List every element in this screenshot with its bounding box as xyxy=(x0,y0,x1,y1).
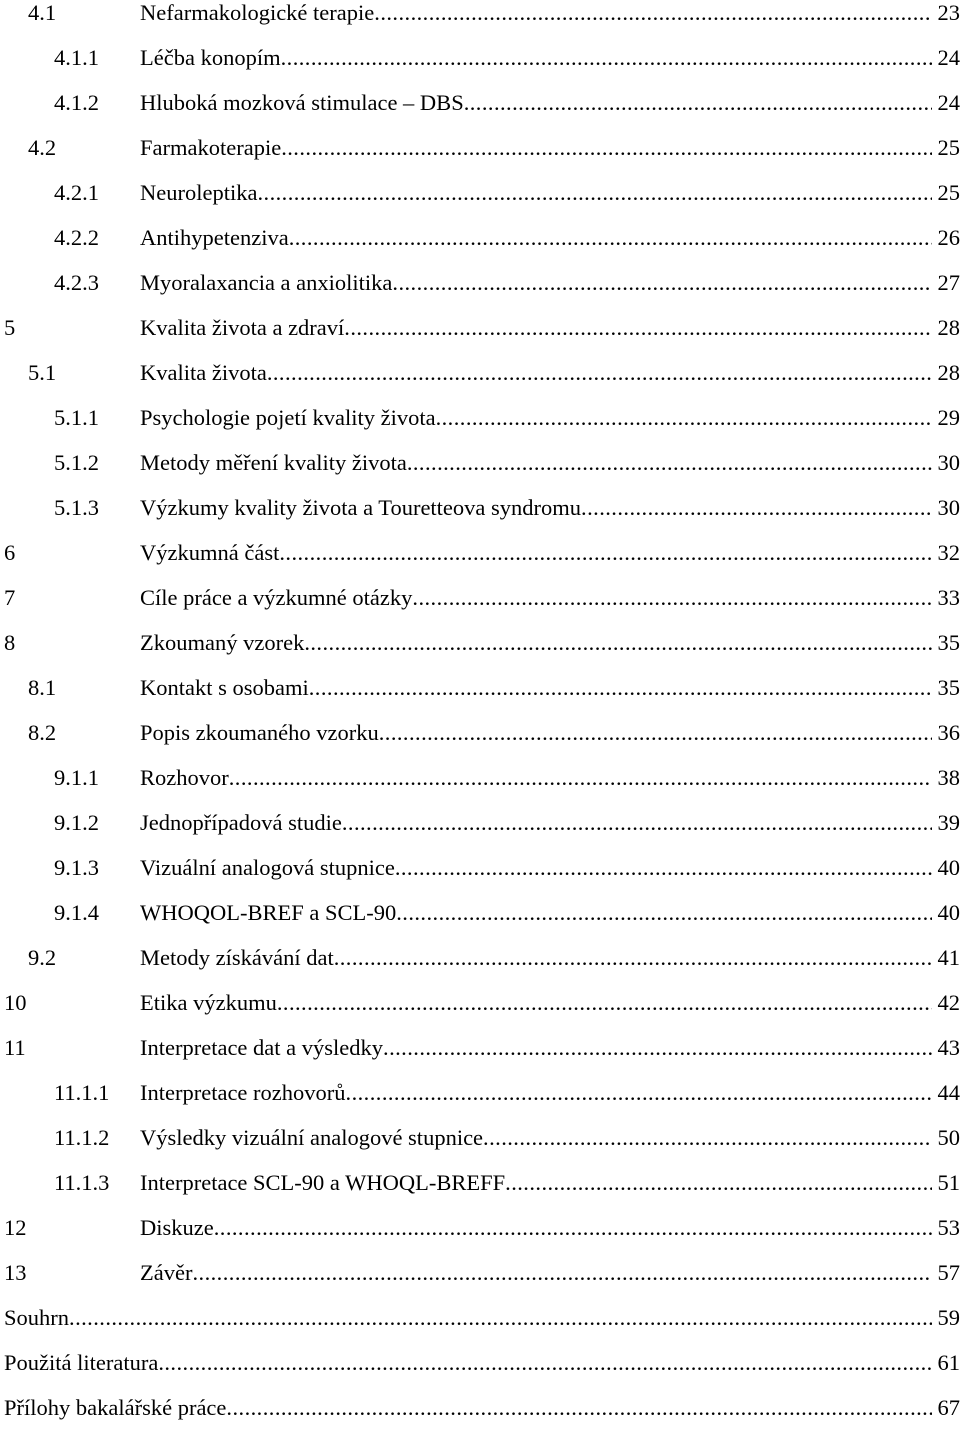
toc-entry-line xyxy=(140,360,960,386)
toc-entry-title: Kvalita života xyxy=(140,360,267,386)
toc-entry-number: 8 xyxy=(4,630,15,656)
toc-entry-line xyxy=(140,1260,960,1286)
toc-dot-leader xyxy=(342,810,932,836)
toc-entry-line xyxy=(4,1305,960,1331)
toc-entry-line xyxy=(4,1395,960,1421)
toc-entry-page: 24 xyxy=(932,45,960,71)
toc-entry-line xyxy=(140,135,960,161)
toc-entry-line xyxy=(140,585,960,611)
toc-dot-leader xyxy=(412,585,931,611)
toc-entry-line xyxy=(140,1125,960,1151)
toc-entry[interactable] xyxy=(0,495,960,540)
toc-entry[interactable] xyxy=(0,1350,960,1395)
toc-entry-title: Výzkumy kvality života a Touretteova syndromu xyxy=(140,495,581,521)
toc-entry-title: Farmakoterapie xyxy=(140,135,281,161)
toc-entry-page: 41 xyxy=(932,945,960,971)
toc-entry-page: 59 xyxy=(932,1305,960,1331)
toc-entry-page: 30 xyxy=(932,450,960,476)
toc-entry-page: 28 xyxy=(932,315,960,341)
toc-entry-title: Zkoumaný vzorek xyxy=(140,630,304,656)
toc-entry[interactable] xyxy=(0,675,960,720)
toc-entry-title: WHOQOL-BREF a SCL-90 xyxy=(140,900,396,926)
toc-entry-title: Použitá literatura xyxy=(4,1350,158,1376)
toc-entry-number: 6 xyxy=(4,540,15,566)
toc-entry-number: 5.1.2 xyxy=(54,450,99,476)
toc-entry-number: 8.2 xyxy=(28,720,56,746)
toc-entry[interactable] xyxy=(0,360,960,405)
toc-entry-page: 33 xyxy=(932,585,960,611)
toc-entry-number: 4.2.3 xyxy=(54,270,99,296)
toc-entry-number: 4.2 xyxy=(28,135,56,161)
toc-dot-leader xyxy=(346,1080,932,1106)
toc-entry-page: 28 xyxy=(932,360,960,386)
toc-entry-line xyxy=(140,900,960,926)
toc-entry-title: Léčba konopím xyxy=(140,45,281,71)
toc-entry-number: 9.2 xyxy=(28,945,56,971)
toc-dot-leader xyxy=(69,1305,931,1331)
toc-entry[interactable] xyxy=(0,270,960,315)
toc-entry-line xyxy=(4,1350,960,1376)
toc-dot-leader xyxy=(374,0,931,26)
toc-entry-number: 8.1 xyxy=(28,675,56,701)
toc-entry-title: Antihypetenziva xyxy=(140,225,289,251)
toc-dot-leader xyxy=(267,360,932,386)
toc-dot-leader xyxy=(581,495,931,521)
toc-dot-leader xyxy=(214,1215,932,1241)
toc-entry[interactable] xyxy=(0,1170,960,1215)
toc-entry[interactable] xyxy=(0,990,960,1035)
toc-entry-page: 44 xyxy=(932,1080,960,1106)
toc-dot-leader xyxy=(334,945,932,971)
toc-entry-page: 53 xyxy=(932,1215,960,1241)
toc-entry-title: Přílohy bakalářské práce xyxy=(4,1395,226,1421)
toc-entry-page: 50 xyxy=(932,1125,960,1151)
toc-entry-line xyxy=(140,945,960,971)
toc-dot-leader xyxy=(304,630,931,656)
toc-dot-leader xyxy=(505,1170,931,1196)
toc-entry-page: 39 xyxy=(932,810,960,836)
toc-dot-leader xyxy=(257,180,931,206)
toc-dot-leader xyxy=(281,135,931,161)
toc-entry-title: Výzkumná část xyxy=(140,540,279,566)
toc-dot-leader xyxy=(464,90,932,116)
toc-entry-title: Interpretace rozhovorů xyxy=(140,1080,346,1106)
toc-entry-line xyxy=(140,0,960,26)
toc-entry[interactable] xyxy=(0,180,960,225)
toc-entry-number: 4.1.2 xyxy=(54,90,99,116)
toc-dot-leader xyxy=(395,855,932,881)
toc-entry-line xyxy=(140,540,960,566)
toc-entry-line xyxy=(140,765,960,791)
toc-entry-number: 9.1.2 xyxy=(54,810,99,836)
toc-entry[interactable] xyxy=(0,0,960,45)
toc-entry-page: 32 xyxy=(932,540,960,566)
toc-entry-line xyxy=(140,630,960,656)
toc-entry-line xyxy=(140,720,960,746)
toc-entry-line xyxy=(140,90,960,116)
toc-entry[interactable] xyxy=(0,1035,960,1080)
toc-entry-number: 4.2.2 xyxy=(54,225,99,251)
toc-dot-leader xyxy=(289,225,932,251)
toc-entry-line xyxy=(140,1170,960,1196)
toc-entry-page: 26 xyxy=(932,225,960,251)
toc-entry-page: 24 xyxy=(932,90,960,116)
toc-entry[interactable] xyxy=(0,450,960,495)
toc-entry-title: Vizuální analogová stupnice xyxy=(140,855,395,881)
toc-entry[interactable] xyxy=(0,225,960,270)
toc-entry[interactable] xyxy=(0,1260,960,1305)
toc-entry[interactable] xyxy=(0,45,960,90)
toc-entry-number: 5.1.3 xyxy=(54,495,99,521)
toc-entry-page: 51 xyxy=(932,1170,960,1196)
toc-dot-leader xyxy=(483,1125,931,1151)
toc-entry-number: 11 xyxy=(4,1035,26,1061)
toc-entry[interactable] xyxy=(0,1215,960,1260)
toc-entry-number: 12 xyxy=(4,1215,27,1241)
toc-entry-title: Souhrn xyxy=(4,1305,69,1331)
toc-entry-line xyxy=(140,675,960,701)
toc-dot-leader xyxy=(383,1035,931,1061)
toc-entry-number: 11.1.1 xyxy=(54,1080,109,1106)
toc-dot-leader xyxy=(226,1395,931,1421)
toc-entry-line xyxy=(140,495,960,521)
toc-dot-leader xyxy=(379,720,932,746)
toc-entry-page: 30 xyxy=(932,495,960,521)
toc-entry[interactable] xyxy=(0,855,960,900)
toc-entry-title: Závěr xyxy=(140,1260,192,1286)
toc-entry[interactable] xyxy=(0,405,960,450)
toc-dot-leader xyxy=(436,405,932,431)
toc-entry-title: Rozhovor xyxy=(140,765,229,791)
toc-entry-title: Cíle práce a výzkumné otázky xyxy=(140,585,412,611)
toc-entry[interactable] xyxy=(0,90,960,135)
toc-entry-page: 29 xyxy=(932,405,960,431)
toc-entry-title: Metody získávání dat xyxy=(140,945,334,971)
toc-entry-line xyxy=(140,1035,960,1061)
toc-entry-number: 4.1 xyxy=(28,0,56,26)
toc-entry[interactable] xyxy=(0,765,960,810)
toc-dot-leader xyxy=(192,1260,931,1286)
toc-entry-title: Etika výzkumu xyxy=(140,990,277,1016)
toc-entry-title: Diskuze xyxy=(140,1215,214,1241)
toc-dot-leader xyxy=(407,450,932,476)
toc-entry-line xyxy=(140,810,960,836)
toc-dot-leader xyxy=(309,675,932,701)
toc-entry-page: 27 xyxy=(932,270,960,296)
toc-entry-title: Myoralaxancia a anxiolitika xyxy=(140,270,392,296)
toc-entry-title: Metody měření kvality života xyxy=(140,450,407,476)
toc-entry-number: 9.1.1 xyxy=(54,765,99,791)
toc-entry[interactable] xyxy=(0,135,960,180)
toc-entry-title: Nefarmakologické terapie xyxy=(140,0,374,26)
toc-entry-line xyxy=(140,405,960,431)
toc-entry-number: 4.2.1 xyxy=(54,180,99,206)
toc-entry[interactable] xyxy=(0,1305,960,1350)
toc-entry-number: 13 xyxy=(4,1260,27,1286)
toc-entry-number: 4.1.1 xyxy=(54,45,99,71)
toc-entry[interactable] xyxy=(0,1125,960,1170)
toc-dot-leader xyxy=(344,315,931,341)
toc-entry-page: 42 xyxy=(932,990,960,1016)
toc-entry-number: 5.1 xyxy=(28,360,56,386)
toc-entry-line xyxy=(140,1215,960,1241)
toc-entry[interactable] xyxy=(0,315,960,360)
toc-entry-page: 35 xyxy=(932,630,960,656)
toc-entry-page: 23 xyxy=(932,0,960,26)
toc-entry-page: 67 xyxy=(932,1395,960,1421)
toc-entry-page: 40 xyxy=(932,900,960,926)
toc-entry-title: Psychologie pojetí kvality života xyxy=(140,405,436,431)
toc-entry-number: 7 xyxy=(4,585,15,611)
toc-entry-page: 25 xyxy=(932,180,960,206)
toc-entry[interactable] xyxy=(0,585,960,630)
toc-entry-title: Kvalita života a zdraví xyxy=(140,315,344,341)
toc-entry-line xyxy=(140,180,960,206)
toc-entry-number: 5.1.1 xyxy=(54,405,99,431)
toc-entry-number: 9.1.4 xyxy=(54,900,99,926)
toc-entry-line xyxy=(140,1080,960,1106)
toc-entry-line xyxy=(140,855,960,881)
toc-entry-line xyxy=(140,315,960,341)
toc-entry-line xyxy=(140,225,960,251)
toc-entry-number: 10 xyxy=(4,990,27,1016)
toc-entry-title: Hluboká mozková stimulace – DBS xyxy=(140,90,464,116)
toc-entry[interactable] xyxy=(0,1395,960,1440)
toc-entry-line xyxy=(140,450,960,476)
toc-dot-leader xyxy=(392,270,931,296)
toc-dot-leader xyxy=(279,540,931,566)
toc-entry[interactable] xyxy=(0,900,960,945)
toc-dot-leader xyxy=(396,900,931,926)
toc-entry-title: Popis zkoumaného vzorku xyxy=(140,720,379,746)
toc-entry-title: Výsledky vizuální analogové stupnice xyxy=(140,1125,483,1151)
toc-entry[interactable] xyxy=(0,540,960,585)
toc-entry-line xyxy=(140,270,960,296)
toc-entry-title: Interpretace SCL-90 a WHOQL-BREFF xyxy=(140,1170,505,1196)
toc-entry-number: 9.1.3 xyxy=(54,855,99,881)
toc-entry[interactable] xyxy=(0,630,960,675)
toc-entry-page: 35 xyxy=(932,675,960,701)
toc-entry[interactable] xyxy=(0,1080,960,1125)
toc-entry-number: 5 xyxy=(4,315,15,341)
toc-entry-page: 57 xyxy=(932,1260,960,1286)
toc-entry-title: Jednopřípadová studie xyxy=(140,810,342,836)
toc-entry-page: 25 xyxy=(932,135,960,161)
toc-entry-title: Neuroleptika xyxy=(140,180,257,206)
toc-entry[interactable] xyxy=(0,720,960,765)
toc-entry-page: 36 xyxy=(932,720,960,746)
toc-entry-number: 11.1.3 xyxy=(54,1170,109,1196)
toc-entry-number: 11.1.2 xyxy=(54,1125,109,1151)
toc-entry-page: 38 xyxy=(932,765,960,791)
toc-entry-page: 40 xyxy=(932,855,960,881)
toc-dot-leader xyxy=(281,45,932,71)
toc-entry-title: Kontakt s osobami xyxy=(140,675,309,701)
toc-entry-page: 43 xyxy=(932,1035,960,1061)
toc-dot-leader xyxy=(158,1350,931,1376)
toc-entry[interactable] xyxy=(0,945,960,990)
toc-dot-leader xyxy=(277,990,932,1016)
toc-entry-title: Interpretace dat a výsledky xyxy=(140,1035,383,1061)
toc-dot-leader xyxy=(229,765,932,791)
toc-entry-line xyxy=(140,45,960,71)
toc-entry-line xyxy=(140,990,960,1016)
toc-entry[interactable] xyxy=(0,810,960,855)
toc-entry-page: 61 xyxy=(932,1350,960,1376)
